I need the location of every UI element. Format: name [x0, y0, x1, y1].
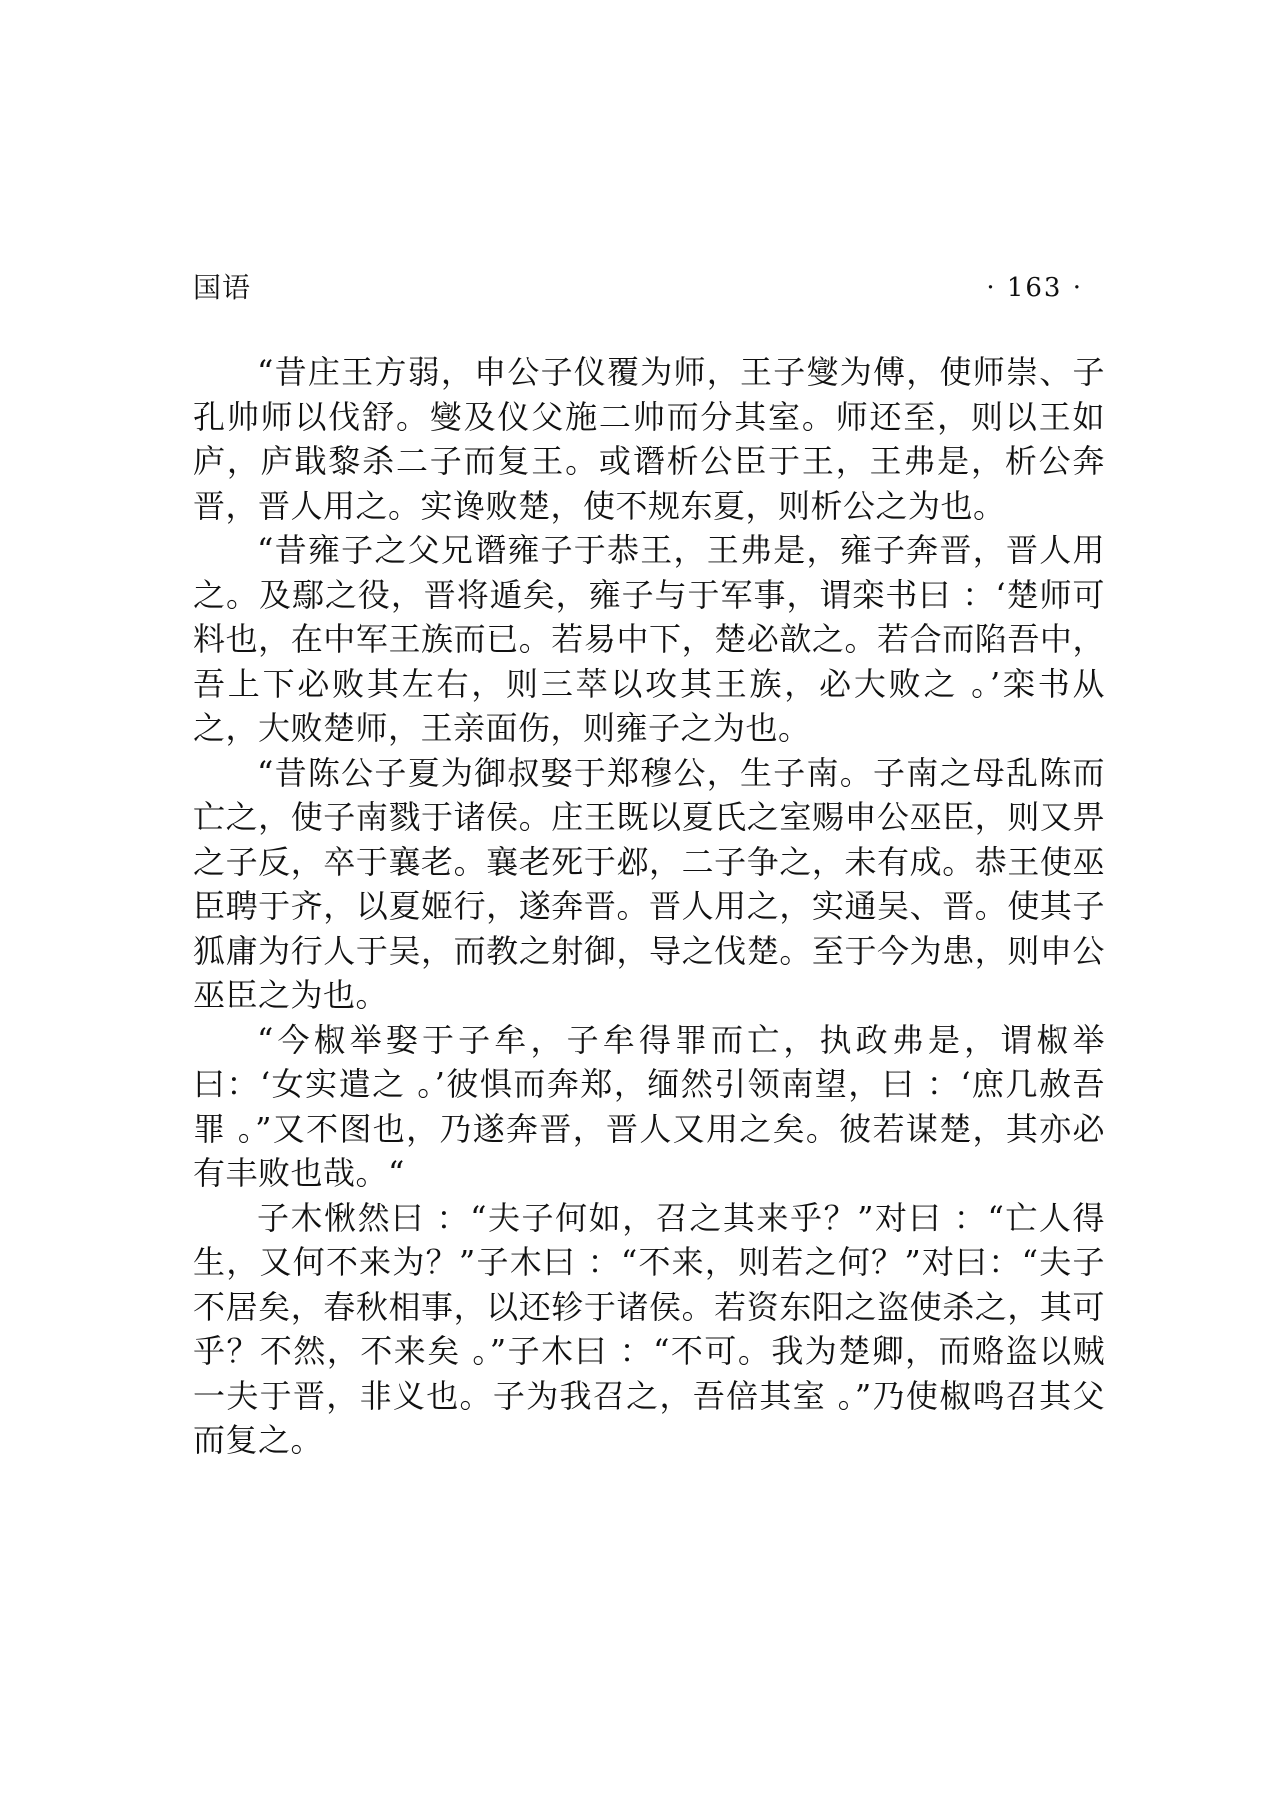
paragraph-3: “昔陈公子夏为御叔娶于郑穆公，生子南。子南之母乱陈而亡之，使子南戮于诸侯。庄王既以夏氏之室赐申公巫臣，则又畀之子反，卒于襄老。襄老死于邲，二子争之，未有成。恭王使巫臣聘于齐，以夏姬行，遂奔晋。晋人用之，实通吴、晋。使其子狐庸为行人于吴，而教之射御，导之伐楚。至于今为患，则申公巫臣之为也。: [193, 753, 1105, 1014]
book-title: 国语: [193, 271, 252, 304]
page-number: · 163 ·: [986, 273, 1083, 303]
body-text: [193, 350, 1105, 1463]
paragraph-5: 子木愀然曰 ：“夫子何如，召之其来乎？”对曰 ：“亡人得生，又何不来为？”子木曰 ：“不来，则若之何？”对曰：“夫子不居矣，春秋相事，以还轸于诸侯。若资东阳之盗使杀之，其可乎？不然，不来矣 。”子木曰 ：“不可。我为楚卿，而赂盗以贼一夫于晋，非义也。子为我召之，吾倍其室 。”乃使椒鸣召其父而复之。: [193, 1198, 1105, 1459]
running-header: [193, 268, 1083, 308]
paragraph-2: “昔雍子之父兄谮雍子于恭王，王弗是，雍子奔晋，晋人用之。及鄢之役，晋将遁矣，雍子与于军事，谓栾书曰 ：‘楚师可料也，在中军王族而已。若易中下，楚必歆之。若合而陷吾中，吾上下必败其左右，则三萃以攻其王族，必大败之 。’栾书从之，大败楚师，王亲面伤，则雍子之为也。: [193, 531, 1105, 747]
paragraph-1: “昔庄王方弱，申公子仪覆为师，王子燮为傅，使师崇、子孔帅师以伐舒。燮及仪父施二帅而分其室。师还至，则以王如庐，庐戢黎杀二子而复王。或谮析公臣于王，王弗是，析公奔晋，晋人用之。实谗败楚，使不规东夏，则析公之为也。: [193, 353, 1105, 525]
paragraph-4: “今椒举娶于子牟，子牟得罪而亡，执政弗是，谓椒举曰：‘女实遣之 。’彼惧而奔郑，缅然引领南望，曰 ：‘庶几赦吾罪 。”又不图也，乃遂奔晋，晋人又用之矣。彼若谋楚，其亦必有丰败也哉。“: [193, 1020, 1105, 1192]
